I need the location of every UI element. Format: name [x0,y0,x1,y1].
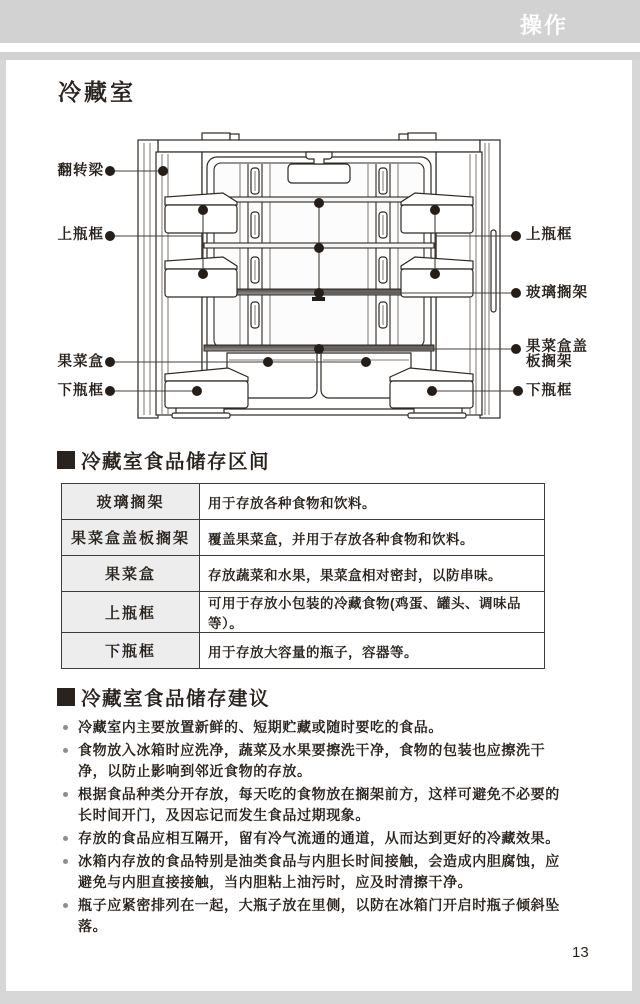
bullet-dot-icon [63,748,68,753]
bullet-dot-icon [63,903,68,908]
list-item: 冰箱内存放的食品特别是油类食品与内胆长时间接触，会造成内胆腐蚀，应避免与内胆直接接触，当内胆粘上油污时，应及时清擦干净。 [58,851,572,893]
header-section-label: 操作 [519,13,568,38]
section-heading-text: 冷藏室食品储存建议 [81,688,271,710]
label-lower-bottle-frame-right: 下瓶框 [526,383,573,399]
page-title: 冷藏室 [58,79,136,105]
table-row [62,633,545,669]
list-item: 冷藏室内主要放置新鲜的、短期贮藏或随时要吃的食品。 [58,717,572,738]
section-heading-storage-tips [57,683,270,711]
label-upper-bottle-frame-left: 上瓶框 [57,227,104,243]
page-number: 13 [572,944,589,961]
header-strip [0,52,640,60]
section-marker-icon [57,688,75,706]
section-heading-text: 冷藏室食品储存区间 [81,451,271,473]
list-item: 食物放入冰箱时应洗净，蔬菜及水果要擦洗干净，食物的包装也应擦洗干净，以防止影响到邻近食物的存放。 [58,740,572,782]
list-item: 根据食品种类分开存放，每天吃的食物放在搁架前方，这样可避免不必要的长时间开门，及因忘记而发生食品过期现象。 [58,784,572,826]
label-crisper-cover-shelf: 果菜盒盖 板搁架 [526,339,588,370]
zone-name: 下瓶框 [62,633,200,669]
table-row [62,592,545,633]
storage-tips-list [58,717,572,939]
zone-name: 果菜盒盖板搁架 [62,520,200,556]
zone-desc: 用于存放大容量的瓶子，容器等。 [200,633,545,669]
zone-name: 上瓶框 [62,592,200,633]
table-row [62,520,545,556]
label-flip-beam: 翻转梁 [57,163,104,179]
list-item: 存放的食品应相互隔开，留有冷气流通的通道，从而达到更好的冷藏效果。 [58,828,572,849]
label-upper-bottle-frame-right: 上瓶框 [526,227,573,243]
refrigerator-diagram [60,126,600,428]
handle-recess [288,164,350,183]
header-bar [0,0,640,43]
table-row [62,484,545,520]
header-divider [0,43,640,52]
label-fruit-veg-box: 果菜盒 [57,354,104,370]
zone-desc: 覆盖果菜盒，并用于存放各种食物和饮料。 [200,520,545,556]
section-marker-icon [57,451,75,469]
storage-zones-table [61,483,545,669]
zone-desc: 用于存放各种食物和饮料。 [200,484,545,520]
label-glass-shelf: 玻璃搁架 [526,285,588,301]
zone-name: 玻璃搁架 [62,484,200,520]
bullet-dot-icon [63,836,68,841]
bullet-dot-icon [63,859,68,864]
bullet-dot-icon [63,725,68,730]
bullet-dot-icon [63,792,68,797]
zone-desc: 可用于存放小包装的冷藏食物(鸡蛋、罐头、调味品等）。 [200,592,545,633]
table-row [62,556,545,592]
label-lower-bottle-frame-left: 下瓶框 [57,383,104,399]
section-heading-storage-zones [57,446,270,474]
list-item: 瓶子应紧密排列在一起，大瓶子放在里侧，以防在冰箱门开启时瓶子倾斜坠落。 [58,895,572,937]
zone-name: 果菜盒 [62,556,200,592]
zone-desc: 存放蔬菜和水果，果菜盒相对密封，以防串味。 [200,556,545,592]
